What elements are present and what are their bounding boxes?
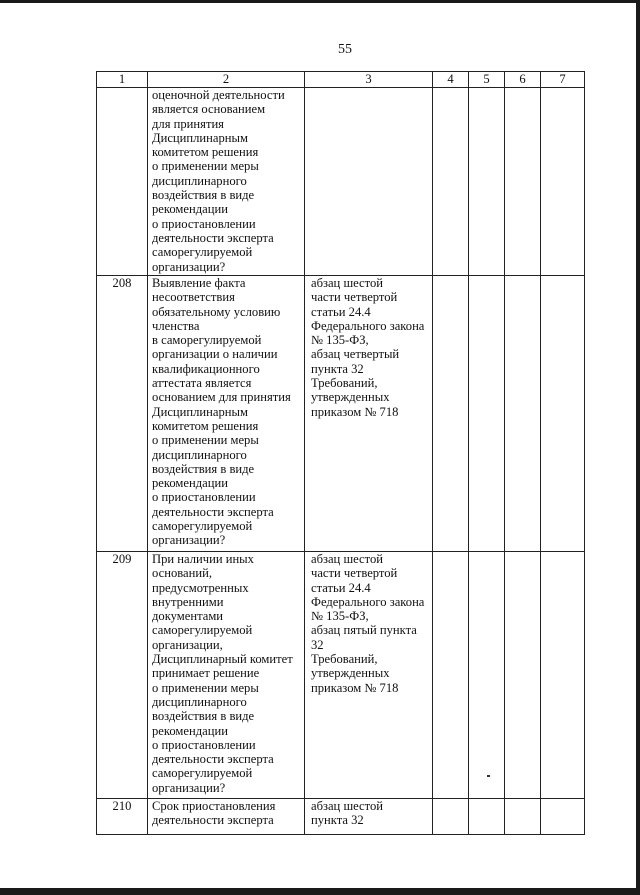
answer-cell-6 xyxy=(505,276,541,552)
row-number: 210 xyxy=(97,799,148,835)
reference-cell xyxy=(305,799,433,835)
answer-cell-7 xyxy=(541,799,585,835)
table-row xyxy=(97,88,585,276)
question-text: Срок приостановления деятельности эксперта xyxy=(152,799,276,828)
question-cell xyxy=(148,552,305,799)
question-cell xyxy=(148,799,305,835)
answer-cell-7 xyxy=(541,552,585,799)
question-text: оценочной деятельности является основанием для принятия Дисциплинарным комитетом решения о применении меры дисциплинарного воздействия в виде рекомендации о приостановлении деятельности эксперта саморегулируемой организации? xyxy=(152,88,285,274)
answer-cell-5 xyxy=(469,88,505,276)
answer-cell-5 xyxy=(469,276,505,552)
row-number: 208 xyxy=(97,276,148,552)
table-row xyxy=(97,552,585,799)
table-row xyxy=(97,276,585,552)
row-number xyxy=(97,88,148,276)
column-header-5: 5 xyxy=(469,72,505,88)
answer-cell-5 xyxy=(469,552,505,799)
answer-cell-6 xyxy=(505,799,541,835)
question-cell xyxy=(148,276,305,552)
answer-cell-7 xyxy=(541,88,585,276)
column-header-6: 6 xyxy=(505,72,541,88)
table-row xyxy=(97,799,585,835)
reference-text: абзац шестой пункта 32 xyxy=(311,799,384,828)
column-header-2: 2 xyxy=(148,72,305,88)
column-header-1: 1 xyxy=(97,72,148,88)
header-row xyxy=(97,72,585,88)
answer-cell-4 xyxy=(433,552,469,799)
answer-cell-6 xyxy=(505,88,541,276)
reference-cell xyxy=(305,276,433,552)
answer-cell-5 xyxy=(469,799,505,835)
reference-cell xyxy=(305,552,433,799)
question-text: При наличии иных оснований, предусмотренных внутренними документами саморегулируемой организации, Дисциплинарный комитет принимает решение о применении меры дисциплинарного воздействия в виде рекомендации о приостановлении деятельности эксперта саморегулируемой организации? xyxy=(152,552,293,795)
reference-cell xyxy=(305,88,433,276)
scan-edge-bottom xyxy=(0,888,640,895)
answer-cell-7 xyxy=(541,276,585,552)
scan-edge-right xyxy=(636,0,640,895)
answer-cell-6 xyxy=(505,552,541,799)
checklist-table xyxy=(96,71,585,835)
row-number: 209 xyxy=(97,552,148,799)
page-number: 55 xyxy=(338,42,352,57)
scan-speck xyxy=(487,775,490,777)
column-header-3: 3 xyxy=(305,72,433,88)
question-cell xyxy=(148,88,305,276)
question-text: Выявление факта несоответствия обязательному условию членства в саморегулируемой организации о наличии квалификационного аттестата является основанием для принятия Дисциплинарным комитетом решения о применении меры дисциплинарного воздействия в виде рекомендации о приостановлении деятельности эксперта саморегулируемой организации? xyxy=(152,276,291,548)
scan-edge-top xyxy=(0,0,640,3)
column-header-4: 4 xyxy=(433,72,469,88)
reference-text: абзац шестой части четвертой статьи 24.4 Федерального закона № 135-ФЗ, абзац четвертый пункта 32 Требований, утвержденных приказом № 718 xyxy=(311,276,425,419)
column-header-7: 7 xyxy=(541,72,585,88)
answer-cell-4 xyxy=(433,276,469,552)
answer-cell-4 xyxy=(433,799,469,835)
reference-text: абзац шестой части четвертой статьи 24.4 Федерального закона № 135-ФЗ, абзац пятый пункта 32 Требований, утвержденных приказом № 718 xyxy=(311,552,425,695)
answer-cell-4 xyxy=(433,88,469,276)
